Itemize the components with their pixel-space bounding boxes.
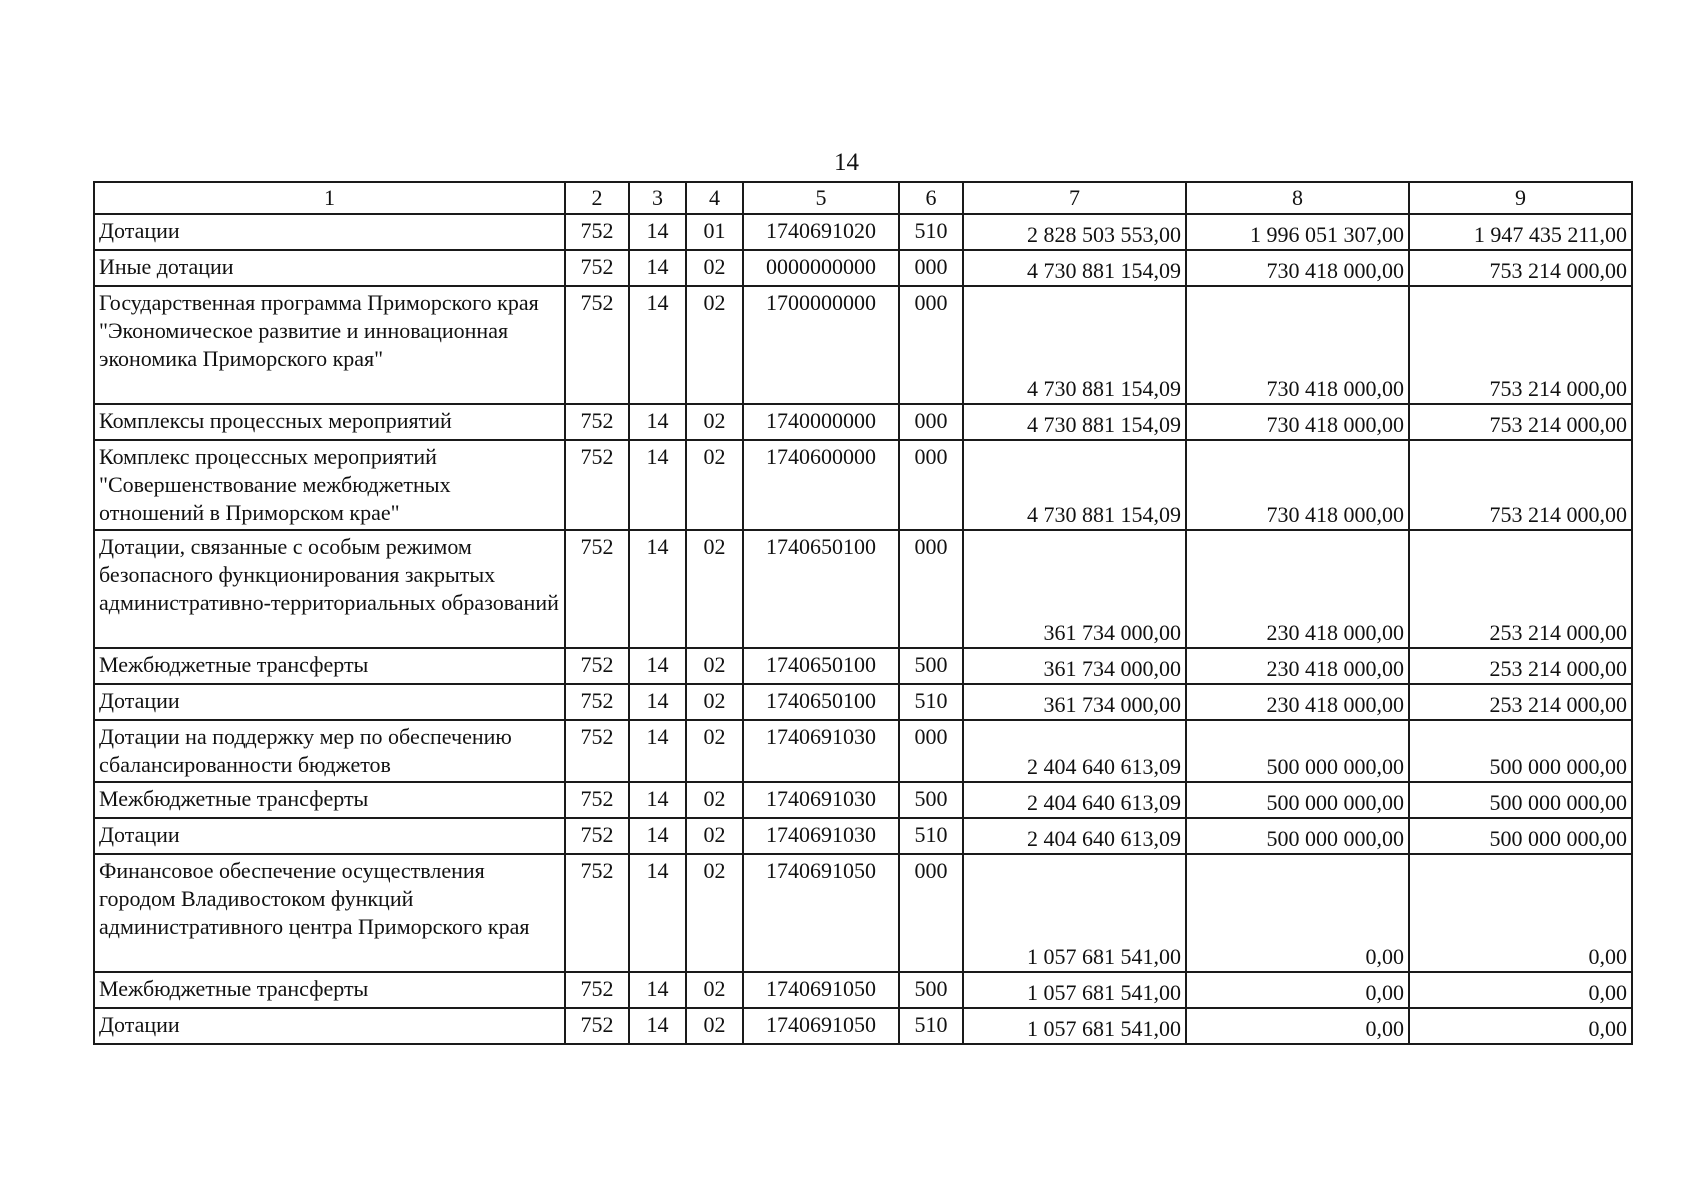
cell-col3: 14 bbox=[629, 854, 686, 972]
cell-col6: 000 bbox=[899, 404, 963, 440]
cell-col6: 510 bbox=[899, 818, 963, 854]
cell-col6: 000 bbox=[899, 250, 963, 286]
cell-col3: 14 bbox=[629, 530, 686, 648]
row-name: Межбюджетные трансферты bbox=[94, 972, 565, 1008]
cell-col4: 02 bbox=[686, 818, 743, 854]
budget-table bbox=[93, 181, 1633, 1045]
cell-col5: 1740600000 bbox=[743, 440, 899, 530]
cell-col4: 02 bbox=[686, 530, 743, 648]
cell-col8: 0,00 bbox=[1186, 854, 1409, 972]
cell-col8: 730 418 000,00 bbox=[1186, 250, 1409, 286]
column-header: 5 bbox=[743, 182, 899, 214]
cell-col7: 2 404 640 613,09 bbox=[963, 818, 1186, 854]
cell-col3: 14 bbox=[629, 214, 686, 250]
cell-col5: 1740691050 bbox=[743, 972, 899, 1008]
table-row bbox=[94, 286, 1632, 404]
cell-col9: 0,00 bbox=[1409, 1008, 1632, 1044]
cell-col2: 752 bbox=[565, 286, 629, 404]
cell-col6: 510 bbox=[899, 214, 963, 250]
cell-col6: 510 bbox=[899, 1008, 963, 1044]
cell-col8: 730 418 000,00 bbox=[1186, 286, 1409, 404]
cell-col8: 1 996 051 307,00 bbox=[1186, 214, 1409, 250]
cell-col3: 14 bbox=[629, 404, 686, 440]
cell-col3: 14 bbox=[629, 440, 686, 530]
cell-col6: 500 bbox=[899, 972, 963, 1008]
cell-col9: 753 214 000,00 bbox=[1409, 440, 1632, 530]
table-row bbox=[94, 720, 1632, 782]
cell-col3: 14 bbox=[629, 684, 686, 720]
cell-col2: 752 bbox=[565, 250, 629, 286]
cell-col9: 500 000 000,00 bbox=[1409, 818, 1632, 854]
cell-col5: 1740691030 bbox=[743, 818, 899, 854]
cell-col9: 753 214 000,00 bbox=[1409, 286, 1632, 404]
cell-col2: 752 bbox=[565, 214, 629, 250]
cell-col5: 1740000000 bbox=[743, 404, 899, 440]
row-name: Комплекс процессных мероприятий "Совершенствование межбюджетных отношений в Приморском крае" bbox=[94, 440, 565, 530]
cell-col8: 0,00 bbox=[1186, 972, 1409, 1008]
cell-col7: 4 730 881 154,09 bbox=[963, 440, 1186, 530]
cell-col9: 0,00 bbox=[1409, 972, 1632, 1008]
cell-col4: 02 bbox=[686, 684, 743, 720]
cell-col8: 500 000 000,00 bbox=[1186, 818, 1409, 854]
cell-col8: 730 418 000,00 bbox=[1186, 440, 1409, 530]
cell-col7: 4 730 881 154,09 bbox=[963, 250, 1186, 286]
cell-col2: 752 bbox=[565, 854, 629, 972]
cell-col4: 02 bbox=[686, 250, 743, 286]
cell-col6: 500 bbox=[899, 648, 963, 684]
column-header: 8 bbox=[1186, 182, 1409, 214]
row-name: Дотации bbox=[94, 684, 565, 720]
table-row bbox=[94, 214, 1632, 250]
column-header: 4 bbox=[686, 182, 743, 214]
cell-col7: 4 730 881 154,09 bbox=[963, 286, 1186, 404]
cell-col2: 752 bbox=[565, 684, 629, 720]
cell-col8: 0,00 bbox=[1186, 1008, 1409, 1044]
table-row bbox=[94, 684, 1632, 720]
column-header: 2 bbox=[565, 182, 629, 214]
table-row bbox=[94, 648, 1632, 684]
cell-col9: 753 214 000,00 bbox=[1409, 250, 1632, 286]
table-row bbox=[94, 782, 1632, 818]
cell-col9: 753 214 000,00 bbox=[1409, 404, 1632, 440]
cell-col8: 230 418 000,00 bbox=[1186, 684, 1409, 720]
cell-col6: 000 bbox=[899, 720, 963, 782]
cell-col3: 14 bbox=[629, 818, 686, 854]
table-row bbox=[94, 854, 1632, 972]
cell-col5: 1740691030 bbox=[743, 720, 899, 782]
table-row bbox=[94, 972, 1632, 1008]
cell-col5: 1740650100 bbox=[743, 684, 899, 720]
cell-col7: 361 734 000,00 bbox=[963, 530, 1186, 648]
row-name: Дотации bbox=[94, 1008, 565, 1044]
cell-col6: 000 bbox=[899, 854, 963, 972]
cell-col2: 752 bbox=[565, 404, 629, 440]
row-name: Межбюджетные трансферты bbox=[94, 782, 565, 818]
cell-col4: 02 bbox=[686, 440, 743, 530]
cell-col7: 361 734 000,00 bbox=[963, 648, 1186, 684]
cell-col4: 02 bbox=[686, 854, 743, 972]
cell-col6: 000 bbox=[899, 440, 963, 530]
column-header: 3 bbox=[629, 182, 686, 214]
page-number: 14 bbox=[834, 149, 859, 176]
cell-col2: 752 bbox=[565, 648, 629, 684]
cell-col7: 2 404 640 613,09 bbox=[963, 720, 1186, 782]
cell-col5: 1740650100 bbox=[743, 648, 899, 684]
cell-col8: 500 000 000,00 bbox=[1186, 782, 1409, 818]
row-name: Дотации bbox=[94, 214, 565, 250]
row-name: Дотации, связанные с особым режимом безопасного функционирования закрытых административно-территориальных образований bbox=[94, 530, 565, 648]
row-name: Государственная программа Приморского края "Экономическое развитие и инновационная экономика Приморского края" bbox=[94, 286, 565, 404]
cell-col7: 1 057 681 541,00 bbox=[963, 854, 1186, 972]
cell-col7: 1 057 681 541,00 bbox=[963, 1008, 1186, 1044]
cell-col8: 500 000 000,00 bbox=[1186, 720, 1409, 782]
cell-col3: 14 bbox=[629, 1008, 686, 1044]
cell-col3: 14 bbox=[629, 782, 686, 818]
cell-col5: 1740691020 bbox=[743, 214, 899, 250]
row-name: Иные дотации bbox=[94, 250, 565, 286]
cell-col6: 500 bbox=[899, 782, 963, 818]
cell-col7: 4 730 881 154,09 bbox=[963, 404, 1186, 440]
cell-col9: 253 214 000,00 bbox=[1409, 684, 1632, 720]
row-name: Дотации bbox=[94, 818, 565, 854]
column-header: 7 bbox=[963, 182, 1186, 214]
cell-col7: 2 828 503 553,00 bbox=[963, 214, 1186, 250]
cell-col5: 1700000000 bbox=[743, 286, 899, 404]
cell-col8: 730 418 000,00 bbox=[1186, 404, 1409, 440]
cell-col9: 253 214 000,00 bbox=[1409, 530, 1632, 648]
cell-col2: 752 bbox=[565, 782, 629, 818]
cell-col9: 500 000 000,00 bbox=[1409, 720, 1632, 782]
column-header-row bbox=[94, 182, 1632, 214]
cell-col5: 0000000000 bbox=[743, 250, 899, 286]
row-name: Комплексы процессных мероприятий bbox=[94, 404, 565, 440]
column-header: 6 bbox=[899, 182, 963, 214]
cell-col5: 1740691050 bbox=[743, 854, 899, 972]
cell-col9: 253 214 000,00 bbox=[1409, 648, 1632, 684]
cell-col2: 752 bbox=[565, 1008, 629, 1044]
cell-col8: 230 418 000,00 bbox=[1186, 530, 1409, 648]
cell-col2: 752 bbox=[565, 530, 629, 648]
cell-col9: 500 000 000,00 bbox=[1409, 782, 1632, 818]
cell-col6: 510 bbox=[899, 684, 963, 720]
cell-col4: 02 bbox=[686, 404, 743, 440]
table-row bbox=[94, 440, 1632, 530]
column-header: 1 bbox=[94, 182, 565, 214]
cell-col4: 02 bbox=[686, 972, 743, 1008]
cell-col4: 02 bbox=[686, 1008, 743, 1044]
cell-col7: 1 057 681 541,00 bbox=[963, 972, 1186, 1008]
cell-col2: 752 bbox=[565, 720, 629, 782]
cell-col2: 752 bbox=[565, 972, 629, 1008]
cell-col5: 1740650100 bbox=[743, 530, 899, 648]
row-name: Межбюджетные трансферты bbox=[94, 648, 565, 684]
cell-col6: 000 bbox=[899, 286, 963, 404]
table-row bbox=[94, 250, 1632, 286]
cell-col8: 230 418 000,00 bbox=[1186, 648, 1409, 684]
table-row bbox=[94, 530, 1632, 648]
cell-col4: 02 bbox=[686, 720, 743, 782]
row-name: Дотации на поддержку мер по обеспечению сбалансированности бюджетов bbox=[94, 720, 565, 782]
table-row bbox=[94, 1008, 1632, 1044]
cell-col4: 01 bbox=[686, 214, 743, 250]
cell-col9: 0,00 bbox=[1409, 854, 1632, 972]
cell-col3: 14 bbox=[629, 720, 686, 782]
cell-col2: 752 bbox=[565, 440, 629, 530]
cell-col5: 1740691030 bbox=[743, 782, 899, 818]
row-name: Финансовое обеспечение осуществления городом Владивостоком функций административного центра Приморского края bbox=[94, 854, 565, 972]
cell-col3: 14 bbox=[629, 250, 686, 286]
cell-col9: 1 947 435 211,00 bbox=[1409, 214, 1632, 250]
column-header: 9 bbox=[1409, 182, 1632, 214]
cell-col3: 14 bbox=[629, 286, 686, 404]
cell-col4: 02 bbox=[686, 782, 743, 818]
cell-col7: 361 734 000,00 bbox=[963, 684, 1186, 720]
table-row bbox=[94, 818, 1632, 854]
cell-col7: 2 404 640 613,09 bbox=[963, 782, 1186, 818]
cell-col4: 02 bbox=[686, 286, 743, 404]
cell-col4: 02 bbox=[686, 648, 743, 684]
cell-col2: 752 bbox=[565, 818, 629, 854]
cell-col6: 000 bbox=[899, 530, 963, 648]
cell-col5: 1740691050 bbox=[743, 1008, 899, 1044]
cell-col3: 14 bbox=[629, 972, 686, 1008]
cell-col3: 14 bbox=[629, 648, 686, 684]
table-row bbox=[94, 404, 1632, 440]
